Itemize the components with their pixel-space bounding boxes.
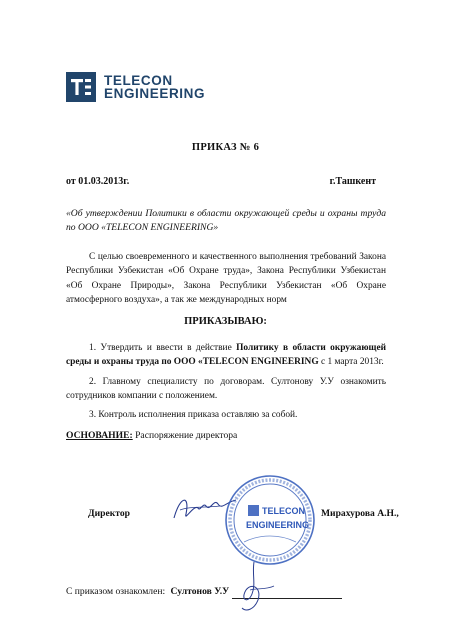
order-subject: «Об утверждении Политики в области окружающей среды и охраны труда по ООО «TELECON ENGINEERING» [66,208,386,233]
basis-line [66,430,237,441]
order-heading: ПРИКАЗЫВАЮ: [184,316,267,327]
order-item-1-text-d: с 1 марта 2013г. [318,357,384,368]
acknowledgement-line [66,586,229,597]
company-logo [66,70,205,104]
acknowledgement-name: Султонов У.У [170,586,230,597]
logo-wordmark [104,74,205,100]
logo-line-2: ENGINEERING [104,86,206,101]
basis-text: Распоряжение директора [135,430,238,441]
order-preamble: С целью своевременного и качественного выполнения требований Закона Республики Узбекистан «Об Охране труда», Закона Республики Узбекистан «Об Охране Природы», Закона Республики Узбекистан «Об Охране атмосферного воздуха», а так же международных норм [66,252,386,305]
acknowledgement-label: С приказом ознакомлен: [66,586,166,597]
document-title: ПРИКАЗ № 6 [191,142,260,153]
order-item-1 [66,341,386,370]
date-city-row [66,176,376,187]
director-label: Директор [88,508,130,519]
company-stamp [222,472,318,568]
order-item-1-text-b: Политику в области окружающей среды и охраны труда по [66,343,387,368]
logo-line-1: TELECON [104,73,173,88]
order-date: от 01.03.2013г. [66,176,130,187]
stamp-text-line-1: TELECON [262,506,306,516]
stamp-text-line-2: ENGINEERING [246,520,310,530]
order-item-1-text-c: ООО «TELECON ENGINEERING [171,357,319,368]
order-city: г.Ташкент [329,176,376,187]
order-item-2: 2. Главному специалисту по договорам. Султонову У.У ознакомить сотрудников компании с положением. [66,376,386,401]
order-items [66,341,386,427]
employee-signature [232,560,280,616]
order-item-3: 3. Контроль исполнения приказа оставляю за собой. [89,410,298,421]
order-item-1-text-a: 1. Утвердить и ввести в действие [89,343,237,353]
basis-label: ОСНОВАНИЕ: [66,430,133,441]
director-name: Мирахурова А.Н., [321,508,399,519]
telecon-logo-mark-icon [66,72,96,102]
